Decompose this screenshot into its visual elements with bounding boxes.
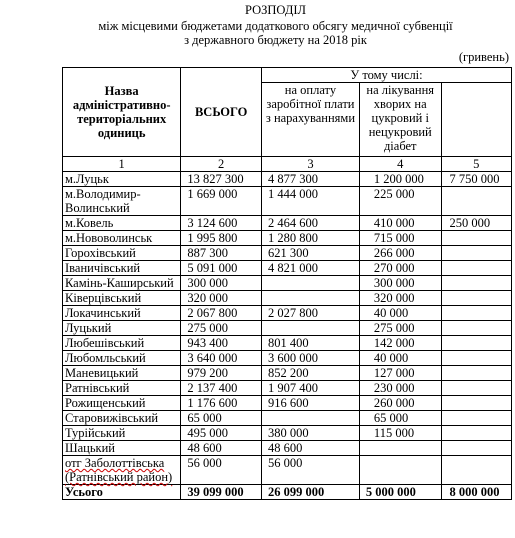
- header-diabetes: на лікування хворих на цукровий і нецукровий діабет: [359, 83, 441, 157]
- document-subtitle-year: з державного бюджету на 2018 рік: [184, 33, 367, 47]
- row-salary: [261, 276, 359, 291]
- row-total: 275 000: [181, 321, 262, 336]
- row-diabetes: 40 000: [359, 351, 441, 366]
- row-salary: 1 280 800: [261, 231, 359, 246]
- table-row: [63, 351, 512, 366]
- total-diabetes: 5 000 000: [359, 485, 441, 500]
- row-name: Ратнівський: [63, 381, 181, 396]
- table-row: [63, 231, 512, 246]
- table-row: [63, 291, 512, 306]
- row-total: 979 200: [181, 366, 262, 381]
- row-salary: 2 027 800: [261, 306, 359, 321]
- table-row: [63, 456, 512, 485]
- row-name: Любешівський: [63, 336, 181, 351]
- row-total: 56 000: [181, 456, 262, 485]
- row-salary: 801 400: [261, 336, 359, 351]
- row-name: Камінь-Каширський: [63, 276, 181, 291]
- table-row: [63, 321, 512, 336]
- row-salary: 3 600 000: [261, 351, 359, 366]
- row-col5: [441, 321, 511, 336]
- total-row: [63, 485, 512, 500]
- col-number: 5: [441, 157, 511, 172]
- row-salary: 380 000: [261, 426, 359, 441]
- row-name: Луцький: [63, 321, 181, 336]
- row-name: Локачинський: [63, 306, 181, 321]
- row-total: 5 091 000: [181, 261, 262, 276]
- row-total: 13 827 300: [181, 172, 262, 187]
- row-diabetes: 266 000: [359, 246, 441, 261]
- row-total: 320 000: [181, 291, 262, 306]
- total-sum: 39 099 000: [181, 485, 262, 500]
- table-row: [63, 336, 512, 351]
- table-row: [63, 276, 512, 291]
- col-number: 2: [181, 157, 262, 172]
- row-name: м.Луцьк: [63, 172, 181, 187]
- row-col5: [441, 276, 511, 291]
- col-number: 1: [63, 157, 181, 172]
- table-row: [63, 172, 512, 187]
- row-total: 1 995 800: [181, 231, 262, 246]
- row-col5: [441, 187, 511, 216]
- row-diabetes: [359, 441, 441, 456]
- table-row: [63, 306, 512, 321]
- row-salary: 2 464 600: [261, 216, 359, 231]
- row-col5: [441, 231, 511, 246]
- header-total: ВСЬОГО: [181, 68, 262, 157]
- header-name: Назва адміністративно-територіальних одиниць: [63, 68, 181, 157]
- row-col5: 250 000: [441, 216, 511, 231]
- table-row: [63, 246, 512, 261]
- row-diabetes: 1 200 000: [359, 172, 441, 187]
- row-name: Рожищенський: [63, 396, 181, 411]
- row-col5: [441, 456, 511, 485]
- row-col5: [441, 306, 511, 321]
- row-diabetes: 230 000: [359, 381, 441, 396]
- row-salary: [261, 321, 359, 336]
- row-col5: [441, 396, 511, 411]
- document-title: РОЗПОДІЛ: [245, 3, 306, 17]
- col-number: 3: [261, 157, 359, 172]
- row-col5: [441, 246, 511, 261]
- row-diabetes: 270 000: [359, 261, 441, 276]
- row-salary: [261, 291, 359, 306]
- row-col5: [441, 261, 511, 276]
- document-subtitle: між місцевими бюджетами додаткового обсягу медичної субвенції: [98, 19, 453, 33]
- table-row: [63, 381, 512, 396]
- row-total: 3 124 600: [181, 216, 262, 231]
- row-name: м.Нововолинськ: [63, 231, 181, 246]
- row-salary: 1 444 000: [261, 187, 359, 216]
- row-total: 2 137 400: [181, 381, 262, 396]
- row-total: 3 640 000: [181, 351, 262, 366]
- table-row: [63, 366, 512, 381]
- row-diabetes: 260 000: [359, 396, 441, 411]
- row-name: Іваничівський: [63, 261, 181, 276]
- row-col5: [441, 351, 511, 366]
- row-diabetes: 127 000: [359, 366, 441, 381]
- row-total: 2 067 800: [181, 306, 262, 321]
- currency-unit: (гривень): [458, 50, 509, 64]
- row-total: 495 000: [181, 426, 262, 441]
- row-name: Любомльський: [63, 351, 181, 366]
- row-col5: [441, 366, 511, 381]
- row-col5: [441, 441, 511, 456]
- row-salary: 4 877 300: [261, 172, 359, 187]
- row-col5: [441, 291, 511, 306]
- row-salary: 852 200: [261, 366, 359, 381]
- header-salary: на оплату заробітної плати з нарахуваннями: [261, 83, 359, 157]
- row-name: м.Ковель: [63, 216, 181, 231]
- row-diabetes: 225 000: [359, 187, 441, 216]
- row-total: 943 400: [181, 336, 262, 351]
- row-diabetes: 300 000: [359, 276, 441, 291]
- row-salary: 916 600: [261, 396, 359, 411]
- row-name: Горохівський: [63, 246, 181, 261]
- row-name: отг Заболоттівська (Ратнівський район): [63, 456, 181, 485]
- table-row: [63, 187, 512, 216]
- row-diabetes: 320 000: [359, 291, 441, 306]
- col-number: 4: [359, 157, 441, 172]
- table-row: [63, 411, 512, 426]
- row-diabetes: [359, 456, 441, 485]
- row-diabetes: 410 000: [359, 216, 441, 231]
- row-col5: [441, 411, 511, 426]
- row-salary: 56 000: [261, 456, 359, 485]
- row-name: Маневицький: [63, 366, 181, 381]
- row-diabetes: 275 000: [359, 321, 441, 336]
- table-row: [63, 261, 512, 276]
- row-col5: [441, 381, 511, 396]
- row-total: 1 669 000: [181, 187, 262, 216]
- row-salary: 4 821 000: [261, 261, 359, 276]
- row-total: 887 300: [181, 246, 262, 261]
- row-salary: 1 907 400: [261, 381, 359, 396]
- row-total: 65 000: [181, 411, 262, 426]
- row-name: Ківерцівський: [63, 291, 181, 306]
- row-diabetes: 115 000: [359, 426, 441, 441]
- header-col5: [441, 83, 511, 157]
- row-col5: 7 750 000: [441, 172, 511, 187]
- row-name: Шацький: [63, 441, 181, 456]
- row-total: 48 600: [181, 441, 262, 456]
- row-diabetes: 65 000: [359, 411, 441, 426]
- row-total: 1 176 600: [181, 396, 262, 411]
- row-name: м.Володимир-Волинський: [63, 187, 181, 216]
- row-salary: [261, 411, 359, 426]
- row-salary: 621 300: [261, 246, 359, 261]
- table-row: [63, 216, 512, 231]
- total-label: Усього: [63, 485, 181, 500]
- table-row: [63, 396, 512, 411]
- row-name: Старовижівський: [63, 411, 181, 426]
- table-row: [63, 426, 512, 441]
- distribution-table: [62, 67, 512, 500]
- row-col5: [441, 426, 511, 441]
- row-diabetes: 142 000: [359, 336, 441, 351]
- table-row: [63, 441, 512, 456]
- total-col5: 8 000 000: [441, 485, 511, 500]
- row-salary: 48 600: [261, 441, 359, 456]
- row-total: 300 000: [181, 276, 262, 291]
- row-col5: [441, 336, 511, 351]
- header-including: У тому числі:: [261, 68, 511, 83]
- row-diabetes: 40 000: [359, 306, 441, 321]
- row-diabetes: 715 000: [359, 231, 441, 246]
- total-salary: 26 099 000: [261, 485, 359, 500]
- row-name: Турійський: [63, 426, 181, 441]
